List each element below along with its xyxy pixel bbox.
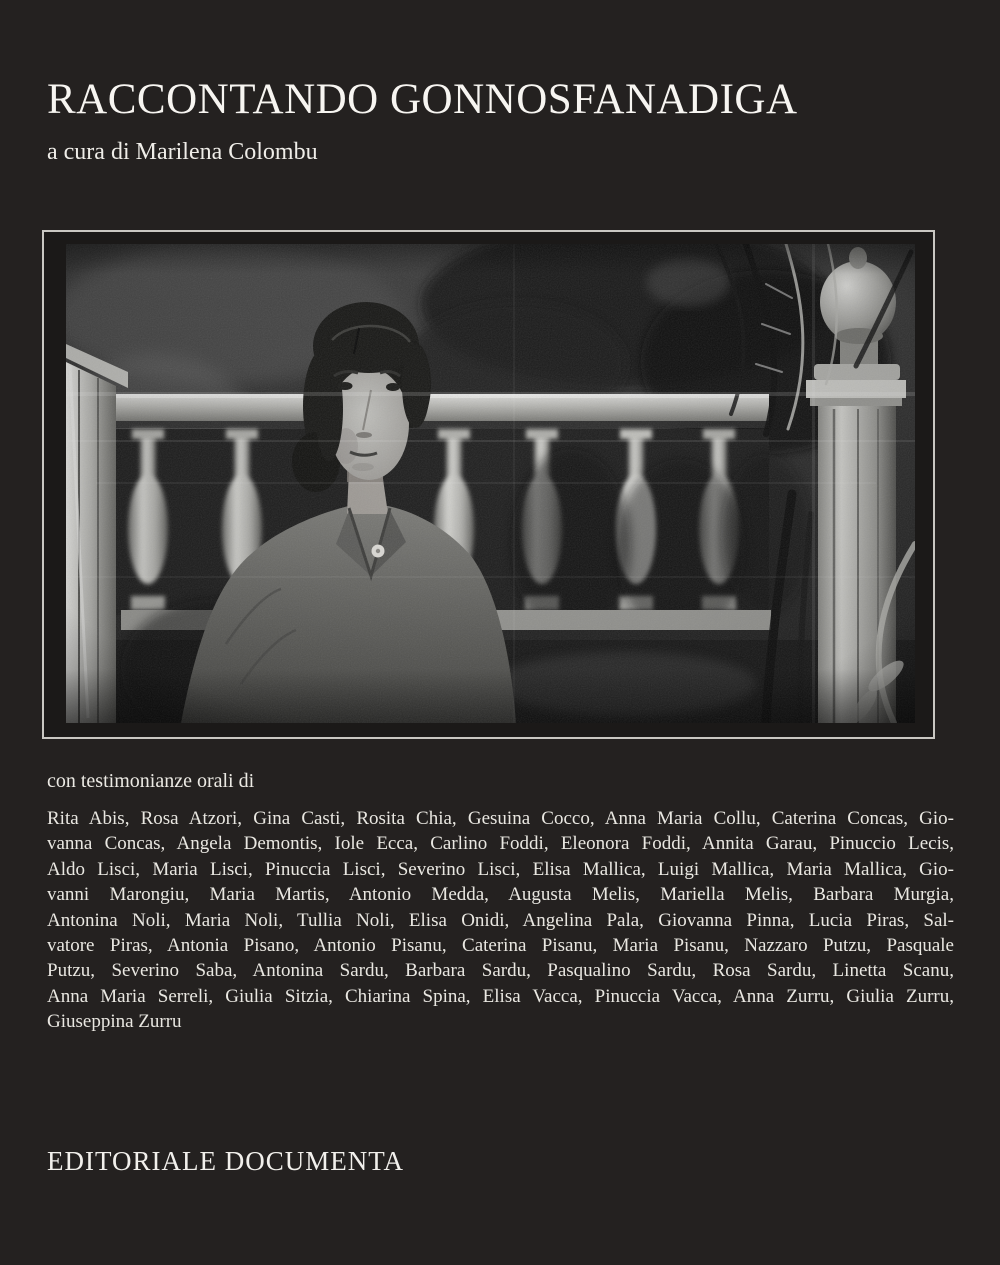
book-title: RACCONTANDO GONNOSFANADIGA: [47, 76, 798, 123]
names-line-4: vanni Marongiu, Maria Martis, Antonio Medda, Augusta Melis, Mariella Melis, Barbara Murgia,: [47, 884, 954, 906]
testimonials-names: [47, 806, 954, 1035]
names-line-3: Aldo Lisci, Maria Lisci, Pinuccia Lisci, Severino Lisci, Elisa Mallica, Luigi Mallica, Maria Mallica, Gio-: [47, 858, 954, 880]
book-editor: a cura di Marilena Colombu: [47, 139, 318, 165]
names-line-9: Giuseppina Zurru: [47, 1011, 182, 1033]
cover-photo-frame: [42, 230, 935, 739]
publisher-name: EDITORIALE DOCUMENTA: [47, 1146, 405, 1176]
names-line-2: vanna Concas, Angela Demontis, Iole Ecca, Carlino Foddi, Eleonora Foddi, Annita Garau, Pinuccio Lecis,: [47, 833, 954, 855]
cover-photo: [66, 244, 915, 723]
names-line-6: vatore Piras, Antonia Pisano, Antonio Pisanu, Caterina Pisanu, Maria Pisanu, Nazzaro Putzu, Pasquale: [47, 935, 954, 957]
photo-vignette: [66, 244, 915, 723]
names-line-5: Antonina Noli, Maria Noli, Tullia Noli, Elisa Onidi, Angelina Pala, Giovanna Pinna, Lucia Piras, Sal-: [47, 909, 954, 931]
names-line-8: Anna Maria Serreli, Giulia Sitzia, Chiarina Spina, Elisa Vacca, Pinuccia Vacca, Anna Zurru, Giulia Zurru,: [47, 985, 954, 1007]
testimonials-intro: con testimonianze orali di: [47, 770, 255, 792]
cover-photo-illustration: [66, 244, 915, 723]
names-line-1: Rita Abis, Rosa Atzori, Gina Casti, Rosita Chia, Gesuina Cocco, Anna Maria Collu, Caterina Concas, Gio-: [47, 808, 954, 829]
names-line-7: Putzu, Severino Saba, Antonina Sardu, Barbara Sardu, Pasqualino Sardu, Rosa Sardu, Linetta Scanu,: [47, 960, 954, 982]
